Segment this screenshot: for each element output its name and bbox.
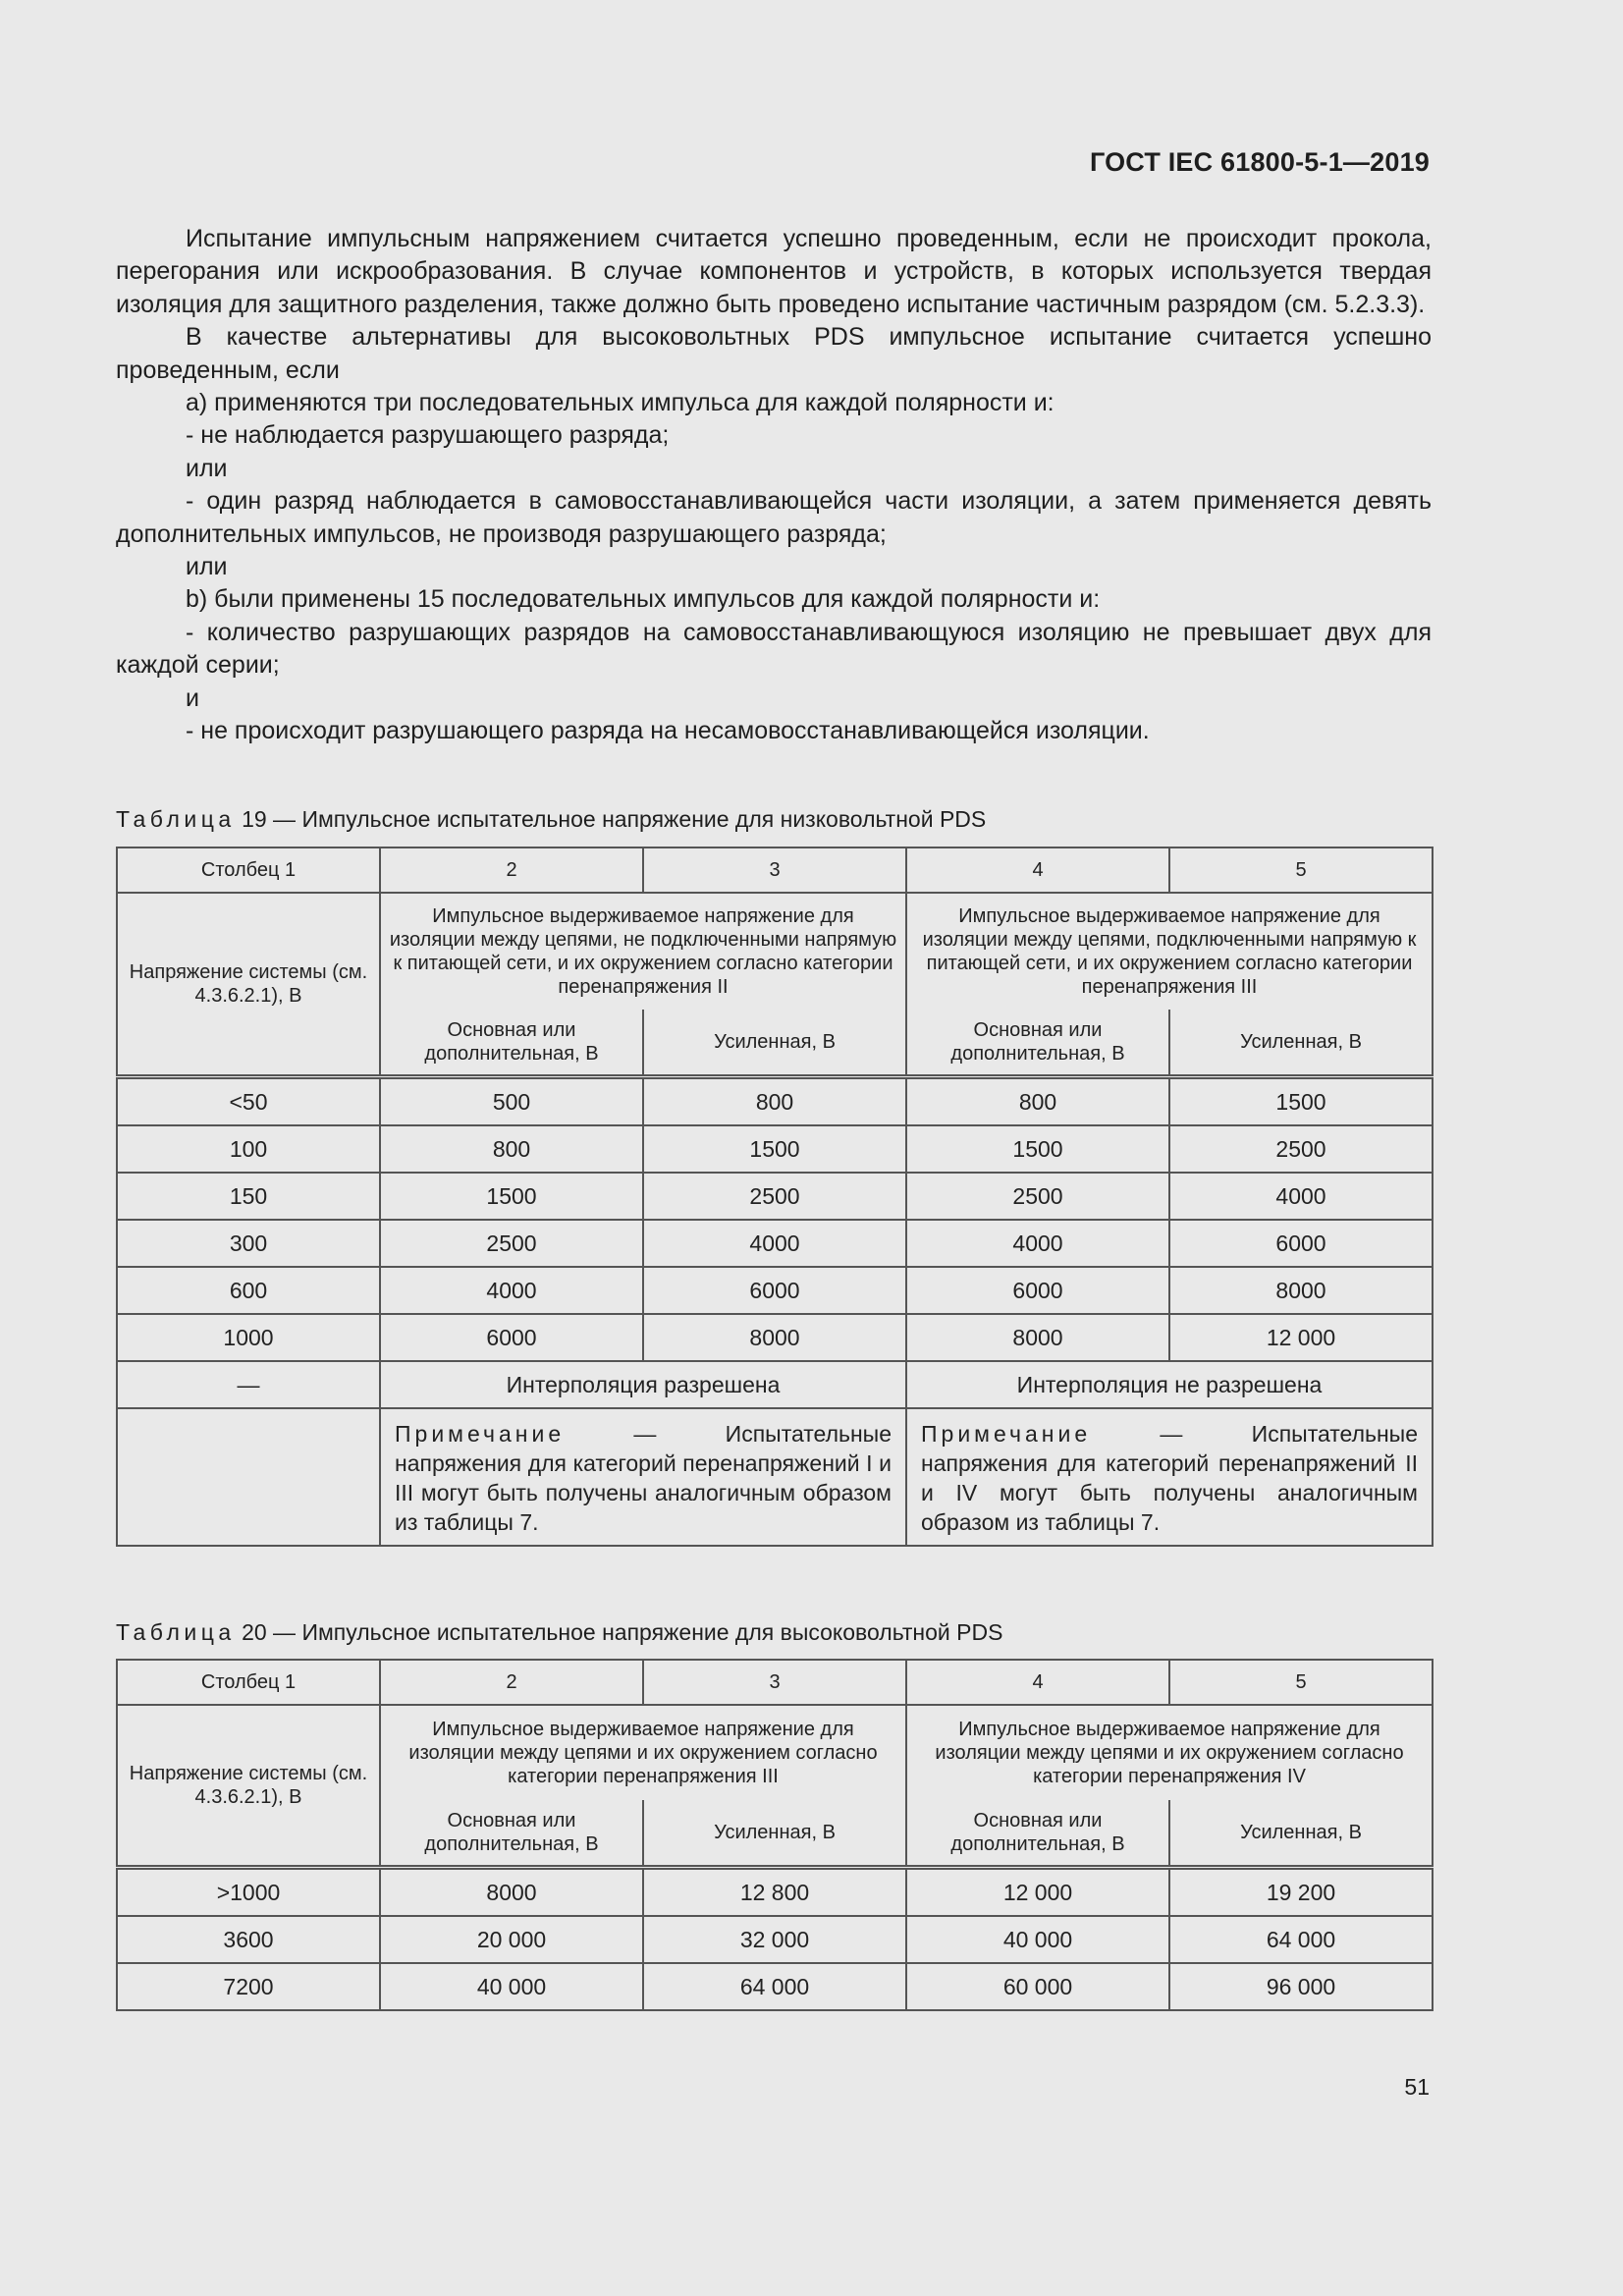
- empty-cell: [117, 1408, 380, 1546]
- interpolation-dash: —: [117, 1361, 380, 1408]
- table-row: [117, 1125, 1433, 1173]
- group-header-category-iii: Импульсное выдерживаемое напряжение для изоляции между цепями и их окружением согласно категории перенапряжения III: [380, 1705, 906, 1800]
- voltage-value-cell: 8000: [906, 1314, 1169, 1361]
- paragraph-2: В качестве альтернативы для высоковольтных PDS импульсное испытание считается успешно проведенным, если: [116, 323, 1432, 384]
- column-number-3: 3: [643, 847, 906, 893]
- voltage-value-cell: 2500: [643, 1173, 906, 1220]
- subheader-basic: Основная или дополнительная, В: [380, 1800, 643, 1868]
- note-label: Примечание: [395, 1421, 566, 1447]
- table-row: [117, 1077, 1433, 1126]
- system-voltage-cell: 3600: [117, 1916, 380, 1963]
- voltage-value-cell: 96 000: [1169, 1963, 1433, 2010]
- voltage-value-cell: 40 000: [906, 1916, 1169, 1963]
- system-voltage-cell: 300: [117, 1220, 380, 1267]
- voltage-value-cell: 32 000: [643, 1916, 906, 1963]
- group-header-category-iii: Импульсное выдерживаемое напряжение для изоляции между цепями, подключенными напрямую к питающей сети, и их окружением согласно категории перенапряжения III: [906, 893, 1433, 1010]
- column-number-1: Столбец 1: [117, 1660, 380, 1705]
- list-item-b: b) были применены 15 последовательных импульсов для каждой полярности и:: [186, 585, 1101, 614]
- column-number-2: 2: [380, 847, 643, 893]
- voltage-value-cell: 64 000: [643, 1963, 906, 2010]
- group-header-category-ii: Импульсное выдерживаемое напряжение для изоляции между цепями, не подключенными напрямую к питающей сети, и их окружением согласно категории перенапряжения II: [380, 893, 906, 1010]
- list-dash-b1: - количество разрушающих разрядов на самовосстанавливающуюся изоляцию не превышает двух для каждой серии;: [116, 618, 1432, 680]
- column-number-5: 5: [1169, 1660, 1433, 1705]
- subheader-reinforced: Усиленная, В: [1169, 1010, 1433, 1077]
- system-voltage-cell: 7200: [117, 1963, 380, 2010]
- voltage-value-cell: 4000: [1169, 1173, 1433, 1220]
- interpolation-not-allowed: Интерполяция не разрешена: [906, 1361, 1433, 1408]
- voltage-value-cell: 800: [380, 1125, 643, 1173]
- voltage-value-cell: 2500: [380, 1220, 643, 1267]
- conjunction-or-2: или: [186, 553, 228, 581]
- voltage-value-cell: 4000: [380, 1267, 643, 1314]
- voltage-value-cell: 12 800: [643, 1868, 906, 1917]
- voltage-value-cell: 12 000: [906, 1868, 1169, 1917]
- subheader-basic: Основная или дополнительная, В: [906, 1800, 1169, 1868]
- voltage-value-cell: 20 000: [380, 1916, 643, 1963]
- subheader-reinforced: Усиленная, В: [1169, 1800, 1433, 1868]
- table-title: 19 — Импульсное испытательное напряжение для низковольтной PDS: [242, 806, 987, 832]
- voltage-value-cell: 6000: [380, 1314, 643, 1361]
- table-title: 20 — Импульсное испытательное напряжение для высоковольтной PDS: [242, 1619, 1003, 1645]
- system-voltage-cell: 600: [117, 1267, 380, 1314]
- page-number: 51: [1404, 2074, 1430, 2100]
- voltage-value-cell: 4000: [643, 1220, 906, 1267]
- table-20: [116, 1659, 1434, 2011]
- table-row: [117, 1314, 1433, 1361]
- group-header-category-iv: Импульсное выдерживаемое напряжение для изоляции между цепями и их окружением согласно категории перенапряжения IV: [906, 1705, 1433, 1800]
- table-row: [117, 1963, 1433, 2010]
- voltage-value-cell: 4000: [906, 1220, 1169, 1267]
- list-dash-b2: - не происходит разрушающего разряда на несамовосстанавливающейся изоляции.: [186, 717, 1150, 745]
- table-20-caption: [116, 1618, 1002, 1646]
- voltage-value-cell: 800: [906, 1077, 1169, 1126]
- system-voltage-header: Напряжение системы (см. 4.3.6.2.1), В: [117, 1705, 380, 1868]
- voltage-value-cell: 800: [643, 1077, 906, 1126]
- note-left: [380, 1408, 906, 1546]
- voltage-value-cell: 40 000: [380, 1963, 643, 2010]
- list-item-a: а) применяются три последовательных импульса для каждой полярности и:: [186, 389, 1055, 417]
- note-text: — Испытательные напряжения для категорий перенапряжений II и IV могут быть получены аналогичным образом из таблицы 7.: [921, 1421, 1418, 1535]
- voltage-value-cell: 500: [380, 1077, 643, 1126]
- column-number-3: 3: [643, 1660, 906, 1705]
- conjunction-and: и: [186, 683, 199, 712]
- system-voltage-cell: <50: [117, 1077, 380, 1126]
- voltage-value-cell: 1500: [380, 1173, 643, 1220]
- table-row: [117, 1868, 1433, 1917]
- list-dash-a2: - один разряд наблюдается в самовосстанавливающейся части изоляции, а затем применяется девять дополнительных импульсов, не производя разрушающего разряда;: [116, 487, 1432, 548]
- table-19: [116, 847, 1434, 1547]
- voltage-value-cell: 19 200: [1169, 1868, 1433, 1917]
- system-voltage-header: Напряжение системы (см. 4.3.6.2.1), В: [117, 893, 380, 1077]
- subheader-reinforced: Усиленная, В: [643, 1010, 906, 1077]
- column-number-2: 2: [380, 1660, 643, 1705]
- table-19-caption: [116, 805, 986, 833]
- voltage-value-cell: 60 000: [906, 1963, 1169, 2010]
- paragraph-1: Испытание импульсным напряжением считается успешно проведенным, если не происходит прокола, перегорания или искрообразования. В случае компонентов и устройств, в которых используется твердая изоляция для защитного разделения, также должно быть проведено испытание частичным разрядом (см. 5.2.3.3).: [116, 225, 1432, 318]
- note-text: — Испытательные напряжения для категорий перенапряжений I и III могут быть получены аналогичным образом из таблицы 7.: [395, 1421, 892, 1535]
- column-number-4: 4: [906, 1660, 1169, 1705]
- list-dash-a1: - не наблюдается разрушающего разряда;: [186, 421, 670, 450]
- note-label: Примечание: [921, 1421, 1092, 1447]
- table-row: [117, 1173, 1433, 1220]
- voltage-value-cell: 6000: [906, 1267, 1169, 1314]
- body-text: [116, 223, 1432, 748]
- system-voltage-cell: 1000: [117, 1314, 380, 1361]
- system-voltage-cell: 100: [117, 1125, 380, 1173]
- voltage-value-cell: 8000: [643, 1314, 906, 1361]
- voltage-value-cell: 8000: [380, 1868, 643, 1917]
- table-label: Таблица: [116, 806, 236, 832]
- voltage-value-cell: 12 000: [1169, 1314, 1433, 1361]
- column-number-4: 4: [906, 847, 1169, 893]
- table-row: [117, 1267, 1433, 1314]
- voltage-value-cell: 1500: [643, 1125, 906, 1173]
- subheader-basic: Основная или дополнительная, В: [380, 1010, 643, 1077]
- voltage-value-cell: 2500: [1169, 1125, 1433, 1173]
- voltage-value-cell: 6000: [1169, 1220, 1433, 1267]
- system-voltage-cell: >1000: [117, 1868, 380, 1917]
- column-number-5: 5: [1169, 847, 1433, 893]
- voltage-value-cell: 64 000: [1169, 1916, 1433, 1963]
- column-number-1: Столбец 1: [117, 847, 380, 893]
- voltage-value-cell: 6000: [643, 1267, 906, 1314]
- subheader-basic: Основная или дополнительная, В: [906, 1010, 1169, 1077]
- standard-designation: ГОСТ IEC 61800-5-1—2019: [1089, 147, 1430, 177]
- system-voltage-cell: 150: [117, 1173, 380, 1220]
- table-label: Таблица: [116, 1619, 236, 1645]
- table-row: [117, 1916, 1433, 1963]
- voltage-value-cell: 1500: [906, 1125, 1169, 1173]
- note-right: [906, 1408, 1433, 1546]
- voltage-value-cell: 1500: [1169, 1077, 1433, 1126]
- voltage-value-cell: 8000: [1169, 1267, 1433, 1314]
- conjunction-or-1: или: [186, 454, 228, 482]
- interpolation-allowed: Интерполяция разрешена: [380, 1361, 906, 1408]
- subheader-reinforced: Усиленная, В: [643, 1800, 906, 1868]
- table-row: [117, 1220, 1433, 1267]
- voltage-value-cell: 2500: [906, 1173, 1169, 1220]
